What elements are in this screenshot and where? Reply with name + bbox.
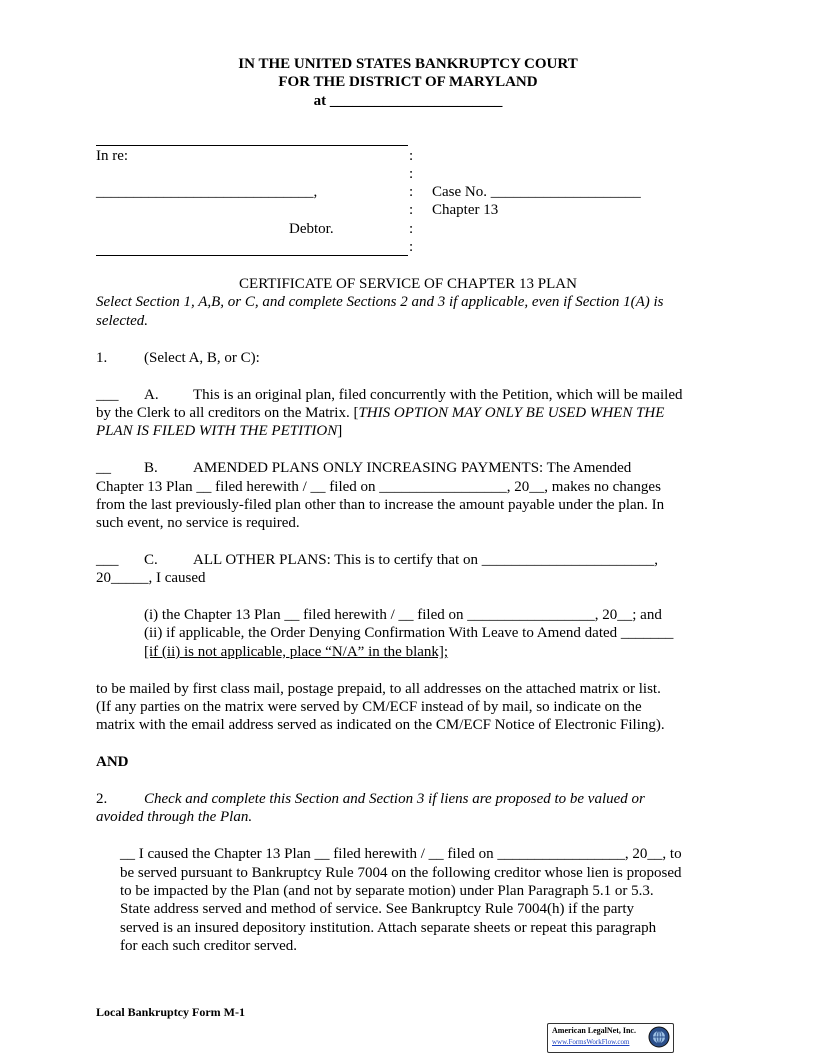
section2-line: be served pursuant to Bankruptcy Rule 7004 on the following creditor whose lien is proposed [120,865,682,881]
option-c-item2: (ii) if applicable, the Order Denying Confirmation With Leave to Amend dated _______ [144,625,674,641]
section1-label: (Select A, B, or C): [144,350,260,366]
court-title-line2: FOR THE DISTRICT OF MARYLAND [278,74,538,90]
debtor-name-field[interactable]: _____________________________, [96,184,318,200]
option-b-line1: AMENDED PLANS ONLY INCREASING PAYMENTS: The Amended [193,460,632,476]
option-b-line2: Chapter 13 Plan __ filed herewith / __ filed on _________________, 20__, makes no changes [96,479,661,495]
caption-colon: : [409,166,414,182]
logo-company-name: American LegalNet, Inc. [552,1026,636,1035]
option-b-line3: from the last previously-filed plan other than to increase the amount payable under the plan. In [96,497,665,513]
option-c-line1: ALL OTHER PLANS: This is to certify that on _______________________, [193,552,658,568]
option-b-line4: such event, no service is required. [96,515,300,531]
legalnet-logo[interactable] [547,1023,674,1053]
case-number-field[interactable]: Case No. ____________________ [432,184,641,200]
court-location-line: at _______________________ [313,93,503,109]
section2-line: State address served and method of service. See Bankruptcy Rule 7004(h) if the party [120,901,635,917]
caption-bottom-rule [96,255,408,256]
option-c-item1: (i) the Chapter 13 Plan __ filed herewith / __ filed on _________________, 20__; and [144,607,662,623]
caption-colon: : [409,184,414,200]
chapter-label: Chapter 13 [432,202,499,218]
instructions-line2: selected. [96,313,149,329]
section2-line: to be impacted by the Plan (and not by separate motion) under Plan Paragraph 5.1 or 5.3. [120,883,654,899]
in-re-label: In re: [96,148,129,164]
document-title: CERTIFICATE OF SERVICE OF CHAPTER 13 PLAN [239,276,577,292]
section2-instr-line2: avoided through the Plan. [96,809,253,825]
logo-url-link[interactable]: www.FormsWorkFlow.com [552,1038,630,1046]
section2-line: for each such creditor served. [120,938,297,954]
section2-number: 2. [96,791,108,807]
and-label: AND [96,754,129,770]
instructions-line1: Select Section 1, A,B, or C, and complete Sections 2 and 3 if applicable, even if Section 1(A) is [96,294,664,310]
mailing-line3: matrix with the email address served as indicated on the CM/ECF Notice of Electronic Filing). [96,717,665,733]
mailing-line1: to be mailed by first class mail, postage prepaid, to all addresses on the attached matrix or list. [96,681,661,697]
caption-top-rule [96,145,408,146]
globe-emblem-icon [648,1026,670,1048]
option-a-warning-part1: THIS OPTION MAY ONLY BE USED WHEN THE [358,405,665,421]
option-a-line3 [96,422,342,440]
caption-colon: : [409,221,414,237]
option-c-item3: [if (ii) is not applicable, place “N/A” in the blank]; [144,644,449,660]
form-label: Local Bankruptcy Form M-1 [96,1005,245,1019]
option-a-bracket-close: ] [337,423,343,439]
section2-instr-line1: Check and complete this Section and Section 3 if liens are proposed to be valued or [144,791,645,807]
option-a-line2-text: by the Clerk to all creditors on the Matrix. [ [96,405,359,421]
option-a-line1: This is an original plan, filed concurrently with the Petition, which will be mailed [193,387,683,403]
section2-line: __ I caused the Chapter 13 Plan __ filed herewith / __ filed on _________________, 20__, to [120,846,682,862]
mailing-line2: (If any parties on the matrix were served by CM/ECF instead of by mail, so indicate on the [96,699,642,715]
caption-colon: : [409,148,414,164]
option-b-letter: B. [144,460,158,476]
option-a-checkbox-blank[interactable]: ___ [96,387,119,403]
court-title-line1: IN THE UNITED STATES BANKRUPTCY COURT [238,56,578,72]
section1-number: 1. [96,350,108,366]
caption-colon: : [409,202,414,218]
option-a-warning-part2: PLAN IS FILED WITH THE PETITION [96,423,338,439]
section2-line: served is an insured depository institution. Attach separate sheets or repeat this paragraph [120,920,657,936]
debtor-label: Debtor. [289,221,334,237]
caption-colon: : [409,239,414,255]
option-c-checkbox-blank[interactable]: ___ [96,552,119,568]
option-b-checkbox-blank[interactable]: __ [96,460,111,476]
option-c-line2: 20_____, I caused [96,570,206,586]
option-c-letter: C. [144,552,158,568]
option-a-line2 [96,404,664,422]
option-a-letter: A. [144,387,159,403]
